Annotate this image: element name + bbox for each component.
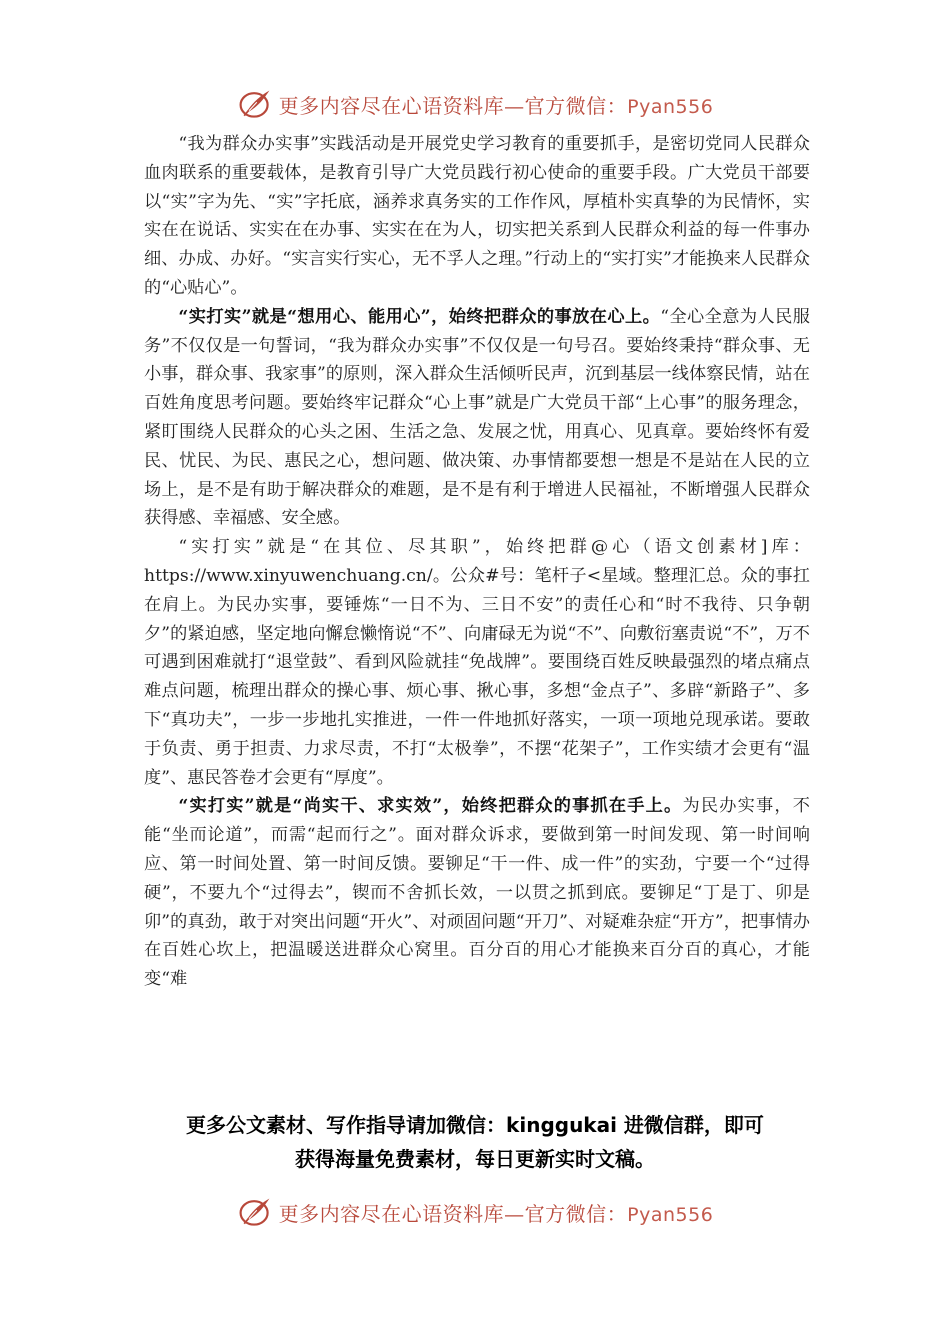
article-body [144, 130, 810, 994]
header-watermark [0, 82, 950, 126]
header-wechat-id: Pyan556 [627, 95, 714, 118]
footer-banner-text: 更多内容尽在心语资料库—官方微信：Pyan556 [278, 1201, 714, 1226]
feather-pen-logo-icon [237, 86, 273, 122]
paragraph-1: “我为群众办实事”实践活动是开展党史学习教育的重要抓手，是密切党同人民群众血肉联系的重要载体，是教育引导广大党员践行初心使命的重要手段。广大党员干部要以“实”字为先、“实”字托底，涵养求真务实的工作作风，厚植朴实真挚的为民情怀，实实在在说话、实实在在办事、实实在在为人，切实把关系到人民群众利益的每一件事办细、办成、办好。“实言实行实心，无不孚人之理。”行动上的“实打实”才能换来人民群众的“心贴心”。 [144, 134, 810, 298]
promo-line-2: 获得海量免费素材，每日更新实时文稿。 [295, 1147, 655, 1171]
feather-pen-logo-icon [237, 1194, 273, 1230]
paragraph-4-heading: “实打实”就是“尚实干、求实效”，始终把群众的事抓在手上。 [178, 796, 683, 817]
paragraph-3: “实打实”就是“在其位、尽其职”，始终把群@心（语文创素材]库：https://www.xinyuwenchuang.cn/。公众#号：笔杆子<星域。整理汇总。众的事扛在肩上。为民办实事，要锤炼“一日不为、三日不安”的责任心和“时不我待、只争朝夕”的紧迫感，坚定地向懈怠懒惰说“不”、向庸碌无为说“不”、向敷衍塞责说“不”，万不可遇到困难就打“退堂鼓”、看到风险就挂“免战牌”。要围绕百姓反映最强烈的堵点痛点难点问题，梳理出群众的操心事、烦心事、揪心事，多想“金点子”、多辟“新路子”、多下“真功夫”，一步一步地扎实推进，一件一件地抓好落实，一项一项地兑现承诺。要敢于负责、勇于担责、力求尽责，不打“太极拳”，不摆“花架子”，工作实绩才会更有“温度”、惠民答卷才会更有“厚度”。 [144, 537, 810, 788]
promo-line-1: 更多公文素材、写作指导请加微信：kinggukai 进微信群，即可 [186, 1113, 764, 1137]
paragraph-2: “实打实”就是“想用心、能用心”，始终把群众的事放在心上。“全心全意为人民服务”不仅仅是一句誓词，“我为群众办实事”不仅仅是一句号召。要始终秉持“群众事、无小事，群众事、我家事”的原则，深入群众生活倾听民声，沉到基层一线体察民情，站在百姓角度思考问题。要始终牢记群众“心上事”就是广大党员干部“上心事”的服务理念，紧盯围绕人民群众的心头之困、生活之急、发展之忧，用真心、见真章。要始终怀有爱民、忧民、为民、惠民之心，想问题、做决策、办事情都要想一想是不是站在人民的立场上，是不是有助于解决群众的难题，是不是有利于增进人民福祉，不断增强人民群众获得感、幸福感、安全感。 [144, 306, 810, 529]
paragraph-2-heading: “实打实”就是“想用心、能用心”，始终把群众的事放在心上。 [178, 306, 661, 327]
footer-watermark [0, 1190, 950, 1234]
paragraph-4: “实打实”就是“尚实干、求实效”，始终把群众的事抓在手上。为民办实事，不能“坐而论道”，而需“起而行之”。面对群众诉求，要做到第一时间发现、第一时间响应、第一时间处置、第一时间反馈。要铆足“干一件、成一件”的实劲，宁要一个“过得硬”，不要九个“过得去”，锲而不舍抓长效，一以贯之抓到底。要铆足“丁是丁、卯是卯”的真劲，敢于对突出问题“开火”、对顽固问题“开刀”、对疑难杂症“开方”，把事情办在百姓心坎上，把温暖送进群众心窝里。百分百的用心才能换来百分百的真心，才能变“难 [144, 796, 810, 990]
footer-wechat-id: Pyan556 [627, 1203, 714, 1226]
promo-notice [0, 1108, 950, 1176]
header-banner-text: 更多内容尽在心语资料库—官方微信：Pyan556 [278, 93, 714, 118]
